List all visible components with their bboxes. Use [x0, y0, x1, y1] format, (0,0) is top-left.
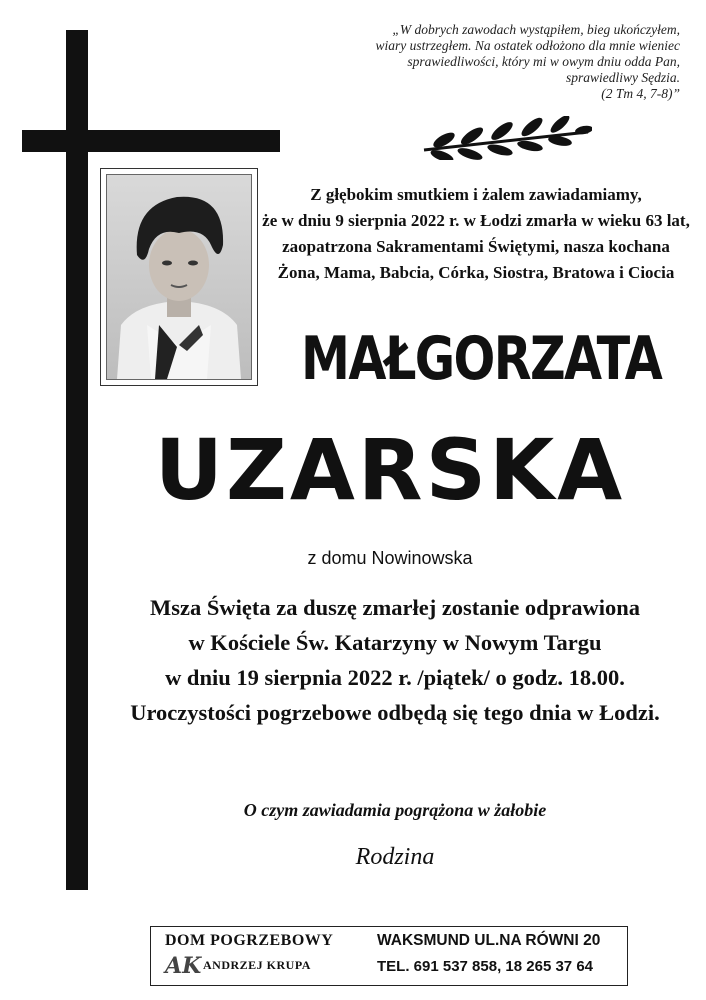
- funeral-home-address: WAKSMUND UL.NA RÓWNI 20: [377, 932, 601, 949]
- intro-line: Z głębokim smutkiem i żalem zawiadamiamy,: [310, 185, 642, 204]
- mass-line: Uroczystości pogrzebowe odbędą się tego dnia w Łodzi.: [130, 700, 660, 725]
- mass-line: w Kościele Św. Katarzyny w Nowym Targu: [188, 630, 602, 655]
- mass-line: Msza Święta za duszę zmarłej zostanie odprawiona: [150, 595, 640, 620]
- maiden-name: z domu Nowinowska: [307, 548, 473, 568]
- mass-line: w dniu 19 sierpnia 2022 r. /piątek/ o godz. 18.00.: [165, 665, 625, 690]
- portrait-photo: [106, 174, 252, 380]
- mass-announcement: [90, 590, 700, 730]
- quote-line: „W dobrych zawodach wystąpiłem, bieg ukończyłem,: [392, 22, 680, 37]
- cross-crossbar: [22, 130, 280, 152]
- bible-quote: [300, 22, 680, 102]
- intro-line: zaopatrzona Sakramentami Świętymi, nasza kochana: [282, 237, 670, 256]
- intro-text: [262, 182, 690, 286]
- intro-line: Żona, Mama, Babcia, Córka, Siostra, Bratowa i Ciocia: [277, 263, 675, 282]
- quote-line: wiary ustrzegłem. Na ostatek odłożono dla mnie wieniec: [375, 38, 680, 53]
- quote-line: sprawiedliwy Sędzia.: [566, 70, 680, 85]
- portrait-frame: [100, 168, 258, 386]
- funeral-home-owner: ANDRZEJ KRUPA: [203, 958, 311, 972]
- funeral-home-name: DOM POGRZEBOWY: [165, 932, 334, 949]
- funeral-home-box: [150, 926, 628, 986]
- mourning-notice: O czym zawiadamia pogrążona w żałobie: [243, 800, 547, 820]
- intro-line: że w dniu 9 sierpnia 2022 r. w Łodzi zmarła w wieku 63 lat,: [262, 211, 690, 230]
- deceased-surname: UZARSKA: [154, 421, 626, 519]
- funeral-home-phone: TEL. 691 537 858, 18 265 37 64: [377, 958, 593, 975]
- laurel-branch-icon: [420, 116, 592, 160]
- deceased-first-name: MAŁGORZATA: [301, 324, 662, 394]
- quote-reference: (2 Tm 4, 7-8)”: [601, 86, 680, 101]
- funeral-home-logo: AK: [165, 953, 202, 979]
- family-signature: Rodzina: [355, 844, 435, 870]
- cross-icon: [66, 30, 88, 890]
- quote-line: sprawiedliwości, który mi w owym dniu odda Pan,: [407, 54, 680, 69]
